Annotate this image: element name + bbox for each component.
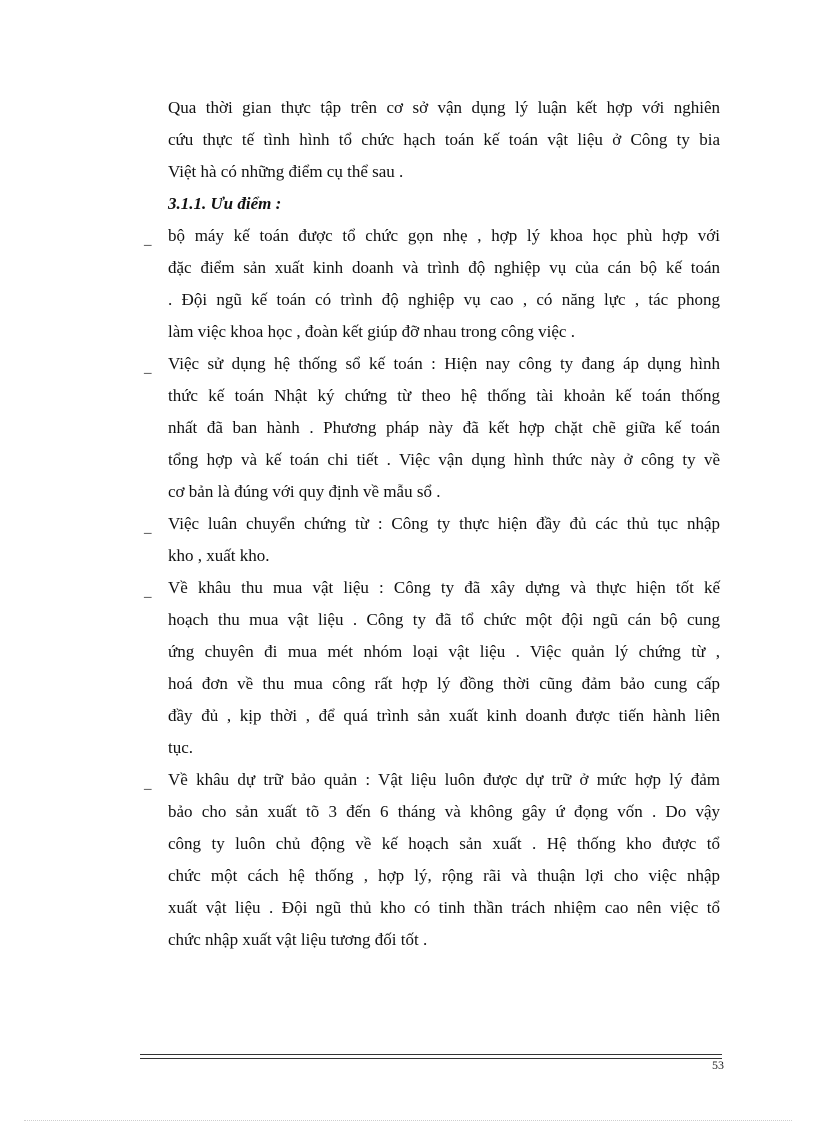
text-line: bảo cho sản xuất tõ 3 đến 6 tháng và không gây ứ đọng vốn . Do vậy [168,802,720,821]
text-line: Việt hà có những điểm cụ thể sau . [168,162,404,181]
page-number: 53 [712,1058,724,1072]
bullet-dash-icon: _ [144,776,152,792]
text-line: chức một cách hệ thống , hợp lý, rộng rãi và thuận lợi cho việc nhập [168,866,720,885]
body-text [144,92,720,956]
text-line: xuất vật liệu . Đội ngũ thủ kho có tinh thần trách nhiệm cao nên việc tổ [168,898,720,917]
text-line: cơ bản là đúng với quy định về mẫu sổ . [168,482,441,501]
text-line: nhất đã ban hành . Phương pháp này đã kết hợp chặt chẽ giữa kế toán [168,418,720,437]
text-line: đầy đủ , kịp thời , để quá trình sản xuất kinh doanh được tiến hành liên [168,706,720,725]
text-line: kho , xuất kho. [168,546,270,565]
bullet-dash-icon: _ [144,520,152,536]
bullet-item [144,348,720,508]
footer-divider [140,1054,722,1055]
text-line: tổng hợp và kế toán chi tiết . Việc vận dụng hình thức này ở công ty về [168,450,720,469]
text-line: Việc luân chuyển chứng từ : Công ty thực hiện đầy đủ các thủ tục nhập [168,514,720,533]
text-line: thức kế toán Nhật ký chứng từ theo hệ thống tài khoản kế toán thống [168,386,720,405]
text-line: cứu thực tế tình hình tổ chức hạch toán kế toán vật liệu ở Công ty bia [168,130,720,149]
footer-divider [140,1058,722,1059]
text-line: đặc điểm sản xuất kinh doanh và trình độ nghiệp vụ của cán bộ kế toán [168,258,720,277]
intro-paragraph [168,92,720,188]
text-line: Qua thời gian thực tập trên cơ sở vận dụng lý luận kết hợp với nghiên [168,98,720,117]
bullet-dash-icon: _ [144,584,152,600]
bullet-dash-icon: _ [144,232,152,248]
text-line: công ty luôn chủ động về kế hoạch sản xuất . Hệ thống kho được tổ [168,834,720,853]
section-heading: 3.1.1. Ưu điểm : [168,194,282,213]
text-line: Về khâu thu mua vật liệu : Công ty đã xây dựng và thực hiện tốt kế [168,578,720,597]
text-line: làm việc khoa học , đoàn kết giúp đỡ nhau trong công việc . [168,322,575,341]
bullet-item [144,764,720,956]
bullet-item [144,220,720,348]
text-line: chức nhập xuất vật liệu tương đối tốt . [168,930,428,949]
page-edge-divider [24,1120,792,1121]
text-line: Việc sử dụng hệ thống sổ kế toán : Hiện nay công ty đang áp dụng hình [168,354,720,373]
text-line: . Đội ngũ kế toán có trình độ nghiệp vụ cao , có năng lực , tác phong [168,290,720,309]
text-line: hoá đơn về thu mua công rất hợp lý đồng thời cũng đảm bảo cung cấp [168,674,720,693]
bullet-dash-icon: _ [144,360,152,376]
text-line: Về khâu dự trữ bảo quản : Vật liệu luôn được dự trữ ở mức hợp lý đảm [168,770,720,789]
text-line: hoạch thu mua vật liệu . Công ty đã tổ chức một đội ngũ cán bộ cung [168,610,720,629]
text-line: bộ máy kế toán được tổ chức gọn nhẹ , hợp lý khoa học phù hợp với [168,226,720,245]
bullet-item [144,508,720,572]
text-line: tục. [168,738,194,757]
text-line: ứng chuyên đi mua mét nhóm loại vật liệu . Việc quản lý chứng từ , [168,642,720,661]
bullet-item [144,572,720,764]
